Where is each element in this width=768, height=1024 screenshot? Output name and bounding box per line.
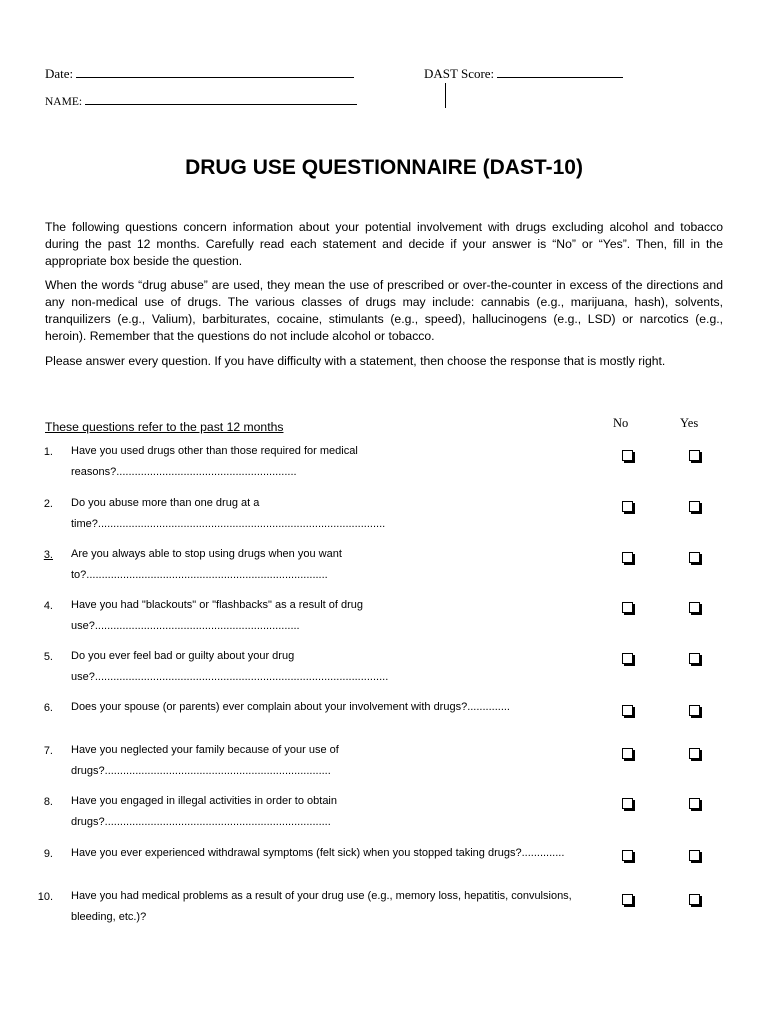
question-number: 3.: [43, 549, 53, 561]
question-text-line2: use?...................................................................: [71, 620, 300, 632]
question-text-line1: Are you always able to stop using drugs when you want: [71, 548, 342, 560]
intro-paragraph-2: When the words “drug abuse” are used, they mean the use of prescribed or over-the-counter in excess of the directions and any non-medical use of drugs. The various classes of drugs may include: cannabis (e.g., marijuana, hash), solvents, tranquilizers (e.g., Valium), barbiturates, cocaine, stimulants (e.g., speed), hallucinogens (e.g., LSD) or narcotics (e.g., heroin). Remember that the questions do not include alcohol or tobacco.: [45, 278, 723, 343]
yes-checkbox[interactable]: [689, 653, 700, 664]
yes-checkbox[interactable]: [689, 501, 700, 512]
question-text: [71, 886, 591, 928]
question-text: [71, 441, 591, 483]
question-text-line2: drugs?..........................................................................: [71, 816, 331, 828]
question-text: [71, 843, 591, 864]
question-number: 10.: [37, 891, 53, 903]
question-number: 2.: [43, 498, 53, 510]
question-text-line1: Have you neglected your family because of your use of: [71, 744, 339, 756]
question-text-line1: Do you ever feel bad or guilty about your drug: [71, 650, 295, 662]
name-field: [45, 92, 357, 108]
column-header-yes: Yes: [680, 416, 699, 430]
question-number: 4.: [43, 600, 53, 612]
column-header-no: No: [613, 416, 629, 430]
question-number: 7.: [43, 745, 53, 757]
date-input-line[interactable]: [76, 65, 354, 78]
question-text: [71, 544, 591, 586]
question-text-line2: time?..............................................................................................: [71, 518, 386, 530]
date-label: Date:: [45, 66, 74, 81]
dast-score-field: [424, 65, 623, 82]
question-number: 5.: [43, 651, 53, 663]
no-checkbox[interactable]: [622, 653, 633, 664]
question-text-line1: Does your spouse (or parents) ever complain about your involvement with drugs?..............: [71, 701, 510, 713]
question-text: [71, 493, 591, 535]
yes-checkbox[interactable]: [689, 450, 700, 461]
name-input-line[interactable]: [85, 92, 357, 105]
dast-score-label: DAST Score:: [424, 66, 495, 81]
no-checkbox[interactable]: [622, 894, 633, 905]
question-text: [71, 595, 591, 637]
question-text-line1: Have you ever experienced withdrawal symptoms (felt sick) when you stopped taking drugs?..............: [71, 847, 565, 859]
question-text-line1: Have you had "blackouts" or "flashbacks" as a result of drug: [71, 599, 363, 611]
yes-checkbox[interactable]: [689, 552, 700, 563]
question-text-line2: drugs?..........................................................................: [71, 765, 331, 777]
question-text-line2: reasons?...........................................................: [71, 466, 297, 478]
page-title: DRUG USE QUESTIONNAIRE (DAST-10): [185, 156, 583, 179]
date-field: [45, 65, 354, 82]
question-text: [71, 791, 591, 833]
no-checkbox[interactable]: [622, 850, 633, 861]
question-text-line2: use?................................................................................................: [71, 671, 389, 683]
question-number: 6.: [43, 702, 53, 714]
question-text-line1: Have you had medical problems as a result of your drug use (e.g., memory loss, hepatitis, convulsions,: [71, 890, 572, 902]
question-text: [71, 646, 591, 688]
question-text-line2: bleeding, etc.)?: [71, 911, 147, 923]
question-text: [71, 740, 591, 782]
no-checkbox[interactable]: [622, 798, 633, 809]
no-checkbox[interactable]: [622, 552, 633, 563]
text-cursor-bar: [445, 83, 446, 108]
yes-checkbox[interactable]: [689, 748, 700, 759]
questions-header: These questions refer to the past 12 months: [45, 420, 284, 434]
dast-score-input-line[interactable]: [497, 65, 623, 78]
no-checkbox[interactable]: [622, 748, 633, 759]
question-text-line1: Have you engaged in illegal activities in order to obtain: [71, 795, 337, 807]
no-checkbox[interactable]: [622, 705, 633, 716]
yes-checkbox[interactable]: [689, 705, 700, 716]
question-number: 8.: [43, 796, 53, 808]
question-text-line2: to?...............................................................................: [71, 569, 328, 581]
question-text-line1: Do you abuse more than one drug at a: [71, 497, 260, 509]
yes-checkbox[interactable]: [689, 894, 700, 905]
no-checkbox[interactable]: [622, 501, 633, 512]
question-number: 9.: [43, 848, 53, 860]
no-checkbox[interactable]: [622, 450, 633, 461]
yes-checkbox[interactable]: [689, 798, 700, 809]
intro-paragraph-3: Please answer every question. If you have difficulty with a statement, then choose the response that is mostly right.: [45, 354, 666, 368]
no-checkbox[interactable]: [622, 602, 633, 613]
name-label: NAME:: [45, 96, 83, 108]
question-text: [71, 697, 591, 718]
intro-paragraph-1: The following questions concern information about your potential involvement with drugs excluding alcohol and tobacco during the past 12 months. Carefully read each statement and decide if your answer is “No” or “Yes”. Then, fill in the appropriate box beside the question.: [45, 220, 723, 268]
question-number: 1.: [43, 446, 53, 458]
yes-checkbox[interactable]: [689, 850, 700, 861]
question-text-line1: Have you used drugs other than those required for medical: [71, 445, 358, 457]
yes-checkbox[interactable]: [689, 602, 700, 613]
